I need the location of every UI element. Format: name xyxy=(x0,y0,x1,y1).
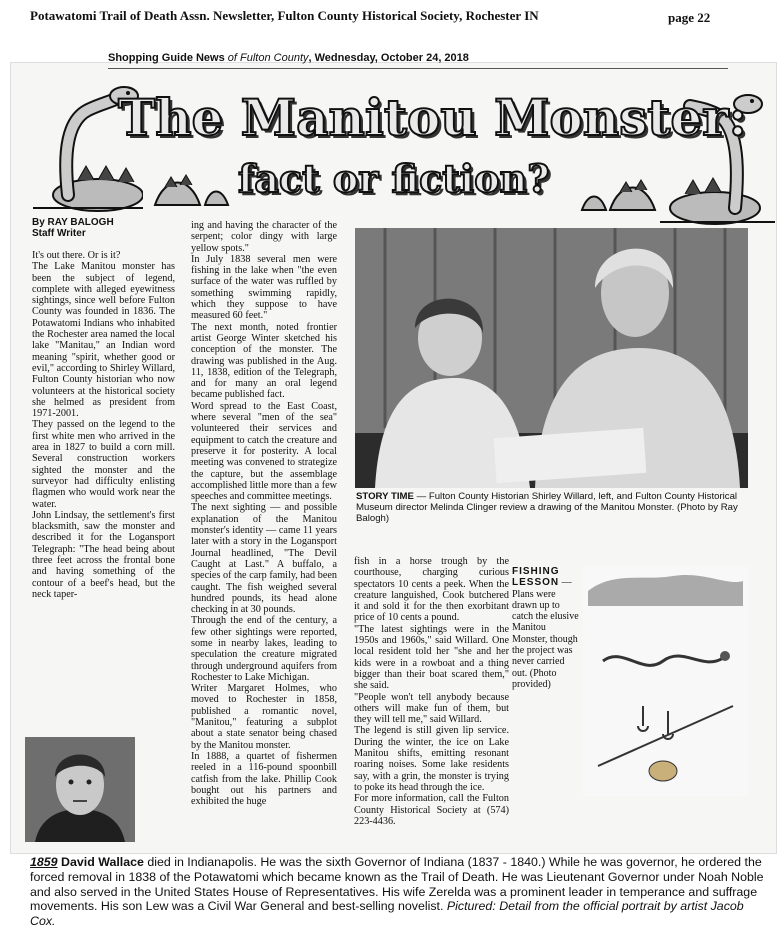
page-number: page 22 xyxy=(668,10,711,25)
fishing-sketch-icon xyxy=(583,566,748,796)
photo-two-women-icon xyxy=(355,228,748,488)
history-pictured: Pictured: Detail from the official portrait by artist Jacob Cox. xyxy=(30,899,744,929)
history-note xyxy=(30,855,770,929)
sidebar-caption-lead: FISHING LESSON xyxy=(512,566,560,589)
masthead-paper: Shopping Guide News xyxy=(108,52,225,64)
headline: The Manitou Monster: xyxy=(118,88,747,147)
byline: By RAY BALOGH Staff Writer xyxy=(32,217,114,239)
story-photo xyxy=(355,228,748,488)
sidebar-caption xyxy=(512,566,579,690)
masthead-date: , Wednesday, October 24, 2018 xyxy=(308,52,469,64)
history-name: David Wallace xyxy=(61,855,144,869)
article-column-2: ing and having the character of the serpent; color dingy with large yellow spots." In July 1838 several men were fishing in the lake when "the even surface of the water was ruffled by something swimming rapidly, which they suppose to have measured 60 feet." The next month, noted frontier artist George Winter sketched his conception of the monster. The drawing was published in the Aug. 11, 1838, edition of the Telegraph, and for many an oral legend became published fact. Word spread to the East Coast, where several "men of the sea" volunteered their services and equipment to catch the creature and preserve it for posterity. A local meeting was convened to strategize the capture, but the assemblage accomplished little more than a few speeches and committee meetings. The next sighting — and possible explanation of the Manitou monster's identity — came 11 years later with a story in the Logansport Journal headlined, "The Devil Caught at Last." A buffalo, a species of the carp family, had been caught. The fish weighed several hundred pounds, its head alone checking in at 30 pounds. Through the end of the century, a few other sightings were reported, some in nearby lakes, leading to speculation the creature migrated through underground aquifers from Rochester to Lake Michigan. Writer Margaret Holmes, who moved to Rochester in 1858, published a romantic novel, "Manitou," featuring a subplot about a state senator being chased by the Manitou monster. In 1888, a quartet of fishermen reeled in a 116-pound spoonbill catfish from the lake. Phillip Cook bought out his partners and exhibited the huge xyxy=(191,220,337,808)
caption-text: — Fulton County Historian Shirley Willard, left, and Fulton County Historical Museum director Melinda Clinger review a drawing of the Manitou Monster. (Photo by Ray Balogh) xyxy=(356,491,738,524)
history-year: 1859 xyxy=(30,855,58,869)
sidebar-caption-text: — Plans were drawn up to catch the elusive Manitou Monster, though the project was never carried out. (Photo provided) xyxy=(512,577,579,690)
serpent-hump-left-icon xyxy=(150,165,230,210)
masthead-rule xyxy=(108,68,728,69)
caption-lead: STORY TIME xyxy=(356,491,414,502)
history-text: died in Indianapolis. He was the sixth Governor of Indiana (1837 - 1840.) While he was governor, he ordered the forced removal in 1838 of the Potawatomi which became known as the Trail of Death. He was Lieutenant Governor under Noah Noble and also served in the United States House of Representatives. His wife Zerelda was a prominent leader in temperance and suffrage movements. His son Lew was a Civil War General and best-selling novelist. xyxy=(30,855,764,914)
subheadline: fact or fiction? xyxy=(238,156,550,201)
newsletter-header: Potawatomi Trail of Death Assn. Newsletter, Fulton County Historical Society, Rochester IN xyxy=(30,8,539,23)
portrait-david-wallace xyxy=(25,737,135,842)
masthead-of: of Fulton County xyxy=(227,52,309,64)
masthead xyxy=(108,52,469,64)
article-column-3: fish in a horse trough by the courthouse, charging curious spectators 10 cents a peek. When the creature languished, Cook butchered it and sold it for the then exorbitant price of 10 cents a pound. "The latest sightings were in the 1950s and 1960s," said Willard. One local resident told her "she and her kids were in a rowboat and a thing bigger than their boat scared them," she said. "People won't tell anybody because others will make fun of them, but they will tell me," said Willard. The legend is still given lip service. During the winter, the ice on Lake Manitou shifts, emitting resonant roaring noises. Some lake residents say, with a grin, the monster is trying to poke its head through the ice. For more information, call the Fulton County Historical Society at (574) 223-4436. xyxy=(354,556,509,827)
serpent-hump-right-icon xyxy=(580,170,660,215)
portrait-man-icon xyxy=(25,737,135,842)
photo-caption xyxy=(356,491,751,524)
article-column-1: It's out there. Or is it? The Lake Manitou monster has been the subject of legend, complete with alleged eyewitness sightings, since well before Fulton County was founded in 1836. The Potawatomi Indians who inhabited the Rochester area named the local lake "Manitau," an Indian word meaning "spirit, whether good or evil," according to Shirley Willard, Fulton County historian who now volunteers at the historical society she helmed as president from 1971-2001. They passed on the legend to the first white men who arrived in the area in 1827 to build a corn mill. Several construction workers sighted the monster and the surveyor had difficulty enlisting flagmen who would work near the water. John Lindsay, the settlement's first blacksmith, saw the monster and described it for the Logansport Telegraph: "The head being about three feet across the frontal bone and having something of the contour of a beef's head, but the neck taper- xyxy=(32,250,175,600)
